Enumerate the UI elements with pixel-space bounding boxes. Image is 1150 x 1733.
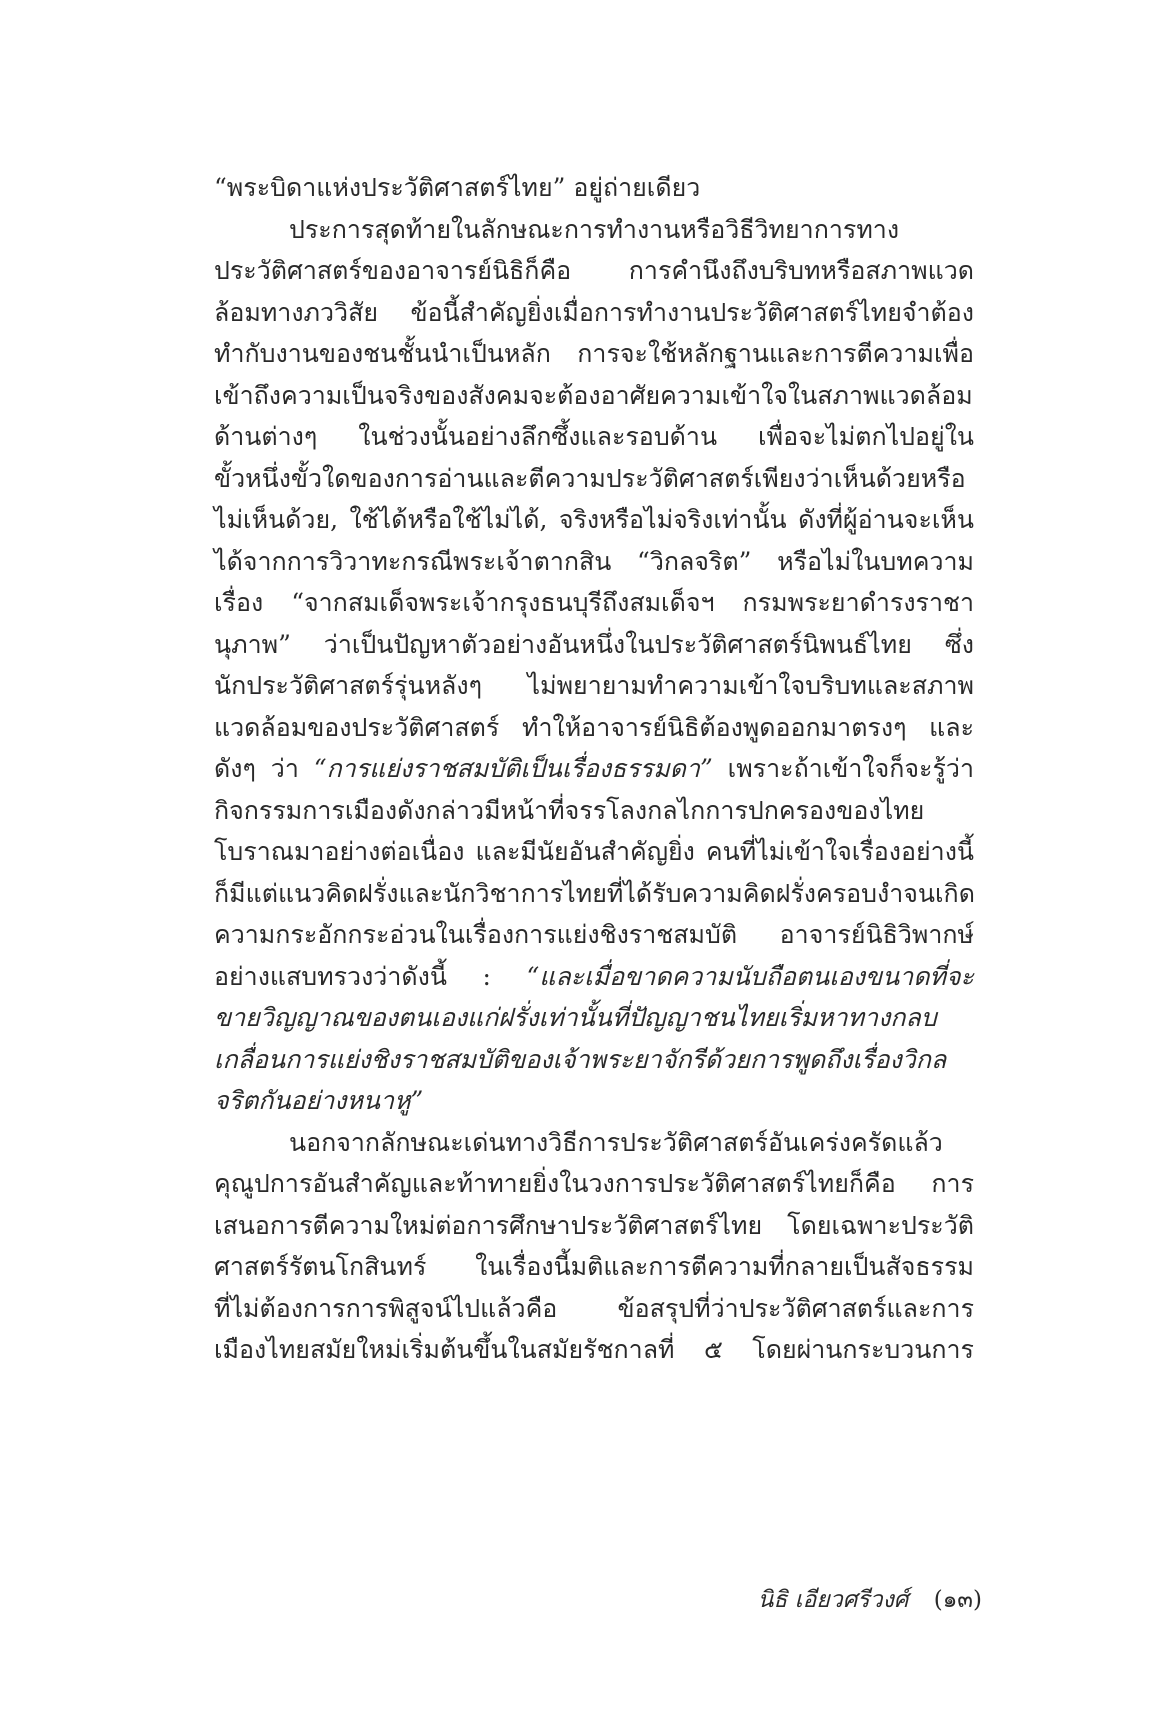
text-run: ที่ไม่ต้องการการพิสูจน์ไปแล้วคือ ข้อสรุปที่ว่าประวัติศาสตร์และการ — [214, 1293, 974, 1323]
text-run: แวดล้อมของประวัติศาสตร์ ทำให้อาจารย์นิธิต้องพูดออกมาตรงๆ และ — [214, 712, 974, 742]
text-run: เข้าถึงความเป็นจริงของสังคมจะต้องอาศัยความเข้าใจในสภาพแวดล้อม — [214, 380, 973, 410]
text-run: ประการสุดท้ายในลักษณะการทำงานหรือวิธีวิทยาการทาง — [289, 214, 900, 244]
text-line — [214, 1329, 974, 1371]
text-run: ทำกับงานของชนชั้นนำเป็นหลัก การจะใช้หลักฐานและการตีความเพื่อ — [214, 339, 974, 368]
quoted-text: “การแย่งราชสมบัติเป็นเรื่องธรรมดา” — [313, 754, 713, 783]
text-line — [214, 333, 974, 375]
text-run: กิจกรรมการเมืองดังกล่าวมีหน้าที่จรรโลงกลไกการปกครองของไทย — [214, 795, 925, 825]
body-text — [214, 167, 974, 1371]
text-run: นอกจากลักษณะเด่นทางวิธีการประวัติศาสตร์อันเคร่งครัดแล้ว — [289, 1127, 943, 1157]
text-run: นักประวัติศาสตร์รุ่นหลังๆ ไม่พยายามทำความเข้าใจบริบทและสภาพ — [214, 671, 974, 700]
text-line — [214, 1205, 974, 1247]
text-run: โบราณมาอย่างต่อเนื่อง และมีนัยอันสำคัญยิ่ง คนที่ไม่เข้าใจเรื่องอย่างนี้ — [214, 837, 974, 866]
text-run: นุภาพ” ว่าเป็นปัญหาตัวอย่างอันหนึ่งในประวัติศาสตร์นิพนธ์ไทย ซึ่ง — [214, 629, 974, 659]
text-run: คุณูปการอันสำคัญและท้าทายยิ่งในวงการประวัติศาสตร์ไทยก็คือ การ — [214, 1169, 974, 1198]
text-line — [214, 250, 974, 292]
text-line — [214, 499, 974, 541]
text-line — [214, 914, 974, 956]
page-footer — [758, 1582, 982, 1618]
text-run: ดังๆ ว่า — [214, 754, 314, 783]
text-line — [214, 624, 974, 666]
running-header-author: นิธิ เอียวศรีวงศ์ — [757, 1587, 909, 1613]
text-run: ประวัติศาสตร์ของอาจารย์นิธิก็คือ การคำนึงถึงบริบทหรือสภาพแวด — [214, 256, 974, 285]
text-line — [214, 416, 974, 458]
paragraph — [214, 209, 974, 1122]
text-line — [214, 1080, 974, 1122]
text-run: เพราะถ้าเข้าใจก็จะรู้ว่า — [712, 754, 974, 783]
text-line — [214, 1039, 974, 1081]
text-run: ขั้วหนึ่งขั้วใดของการอ่านและตีความประวัติศาสตร์เพียงว่าเห็นด้วยหรือ — [214, 463, 966, 493]
text-line — [214, 1288, 974, 1330]
quoted-text: ขายวิญญาณของตนเองแก่ฝรั่งเท่านั้นที่ปัญญาชนไทยเริ่มหาทางกลบ — [214, 1003, 937, 1032]
text-line — [214, 582, 974, 624]
quoted-text: “และเมื่อขาดความนับถือตนเองขนาดที่จะ — [526, 961, 974, 991]
text-line — [214, 541, 974, 583]
text-run: ได้จากการวิวาทะกรณีพระเจ้าตากสิน “วิกลจริต” หรือไม่ในบทความ — [214, 546, 974, 576]
page-number: (๑๓) — [933, 1587, 982, 1613]
text-run: อย่างแสบทรวงว่าดังนี้ : — [214, 961, 527, 991]
quoted-text: จริตกันอย่างหนาหู” — [214, 1086, 424, 1115]
paragraph — [214, 167, 974, 209]
text-line — [214, 956, 974, 998]
paragraph — [214, 1122, 974, 1371]
quoted-text: เกลื่อนการแย่งชิงราชสมบัติของเจ้าพระยาจักรีด้วยการพูดถึงเรื่องวิกล — [214, 1044, 947, 1074]
text-line — [214, 748, 974, 790]
text-line — [214, 831, 974, 873]
text-line — [214, 458, 974, 500]
text-line — [214, 209, 974, 251]
text-line — [214, 375, 974, 417]
text-run: เรื่อง “จากสมเด็จพระเจ้ากรุงธนบุรีถึงสมเด็จฯ กรมพระยาดำรงราชา — [214, 588, 974, 617]
text-line — [214, 1246, 974, 1288]
text-run: เสนอการตีความใหม่ต่อการศึกษาประวัติศาสตร์ไทย โดยเฉพาะประวัติ — [214, 1210, 974, 1240]
text-run: ความกระอักกระอ่วนในเรื่องการแย่งชิงราชสมบัติ อาจารย์นิธิวิพากษ์ — [214, 920, 974, 949]
text-line — [214, 873, 974, 915]
text-run: ศาสตร์รัตนโกสินทร์ ในเรื่องนี้มติและการตีความที่กลายเป็นสัจธรรม — [214, 1252, 974, 1281]
text-run: เมืองไทยสมัยใหม่เริ่มต้นขึ้นในสมัยรัชกาลที่ ๕ โดยผ่านกระบวนการ — [214, 1335, 974, 1364]
text-run: ไม่เห็นด้วย, ใช้ได้หรือใช้ไม่ได้, จริงหรือไม่จริงเท่านั้น ดังที่ผู้อ่านจะเห็น — [214, 505, 974, 534]
text-line — [214, 1122, 974, 1164]
text-run: ก็มีแต่แนวคิดฝรั่งและนักวิชาการไทยที่ได้รับความคิดฝรั่งครอบงำจนเกิด — [214, 878, 975, 908]
text-line — [214, 1163, 974, 1205]
text-run: ด้านต่างๆ ในช่วงนั้นอย่างลึกซึ้งและรอบด้าน เพื่อจะไม่ตกไปอยู่ใน — [214, 422, 974, 451]
text-run: ล้อมทางภววิสัย ข้อนี้สำคัญยิ่งเมื่อการทำงานประวัติศาสตร์ไทยจำต้อง — [214, 297, 974, 327]
text-line — [214, 665, 974, 707]
text-line — [214, 292, 974, 334]
text-line — [214, 997, 974, 1039]
text-line — [214, 167, 974, 209]
text-line — [214, 790, 974, 832]
text-run: “พระบิดาแห่งประวัติศาสตร์ไทย” อยู่ถ่ายเดียว — [214, 173, 701, 202]
text-line — [214, 707, 974, 749]
